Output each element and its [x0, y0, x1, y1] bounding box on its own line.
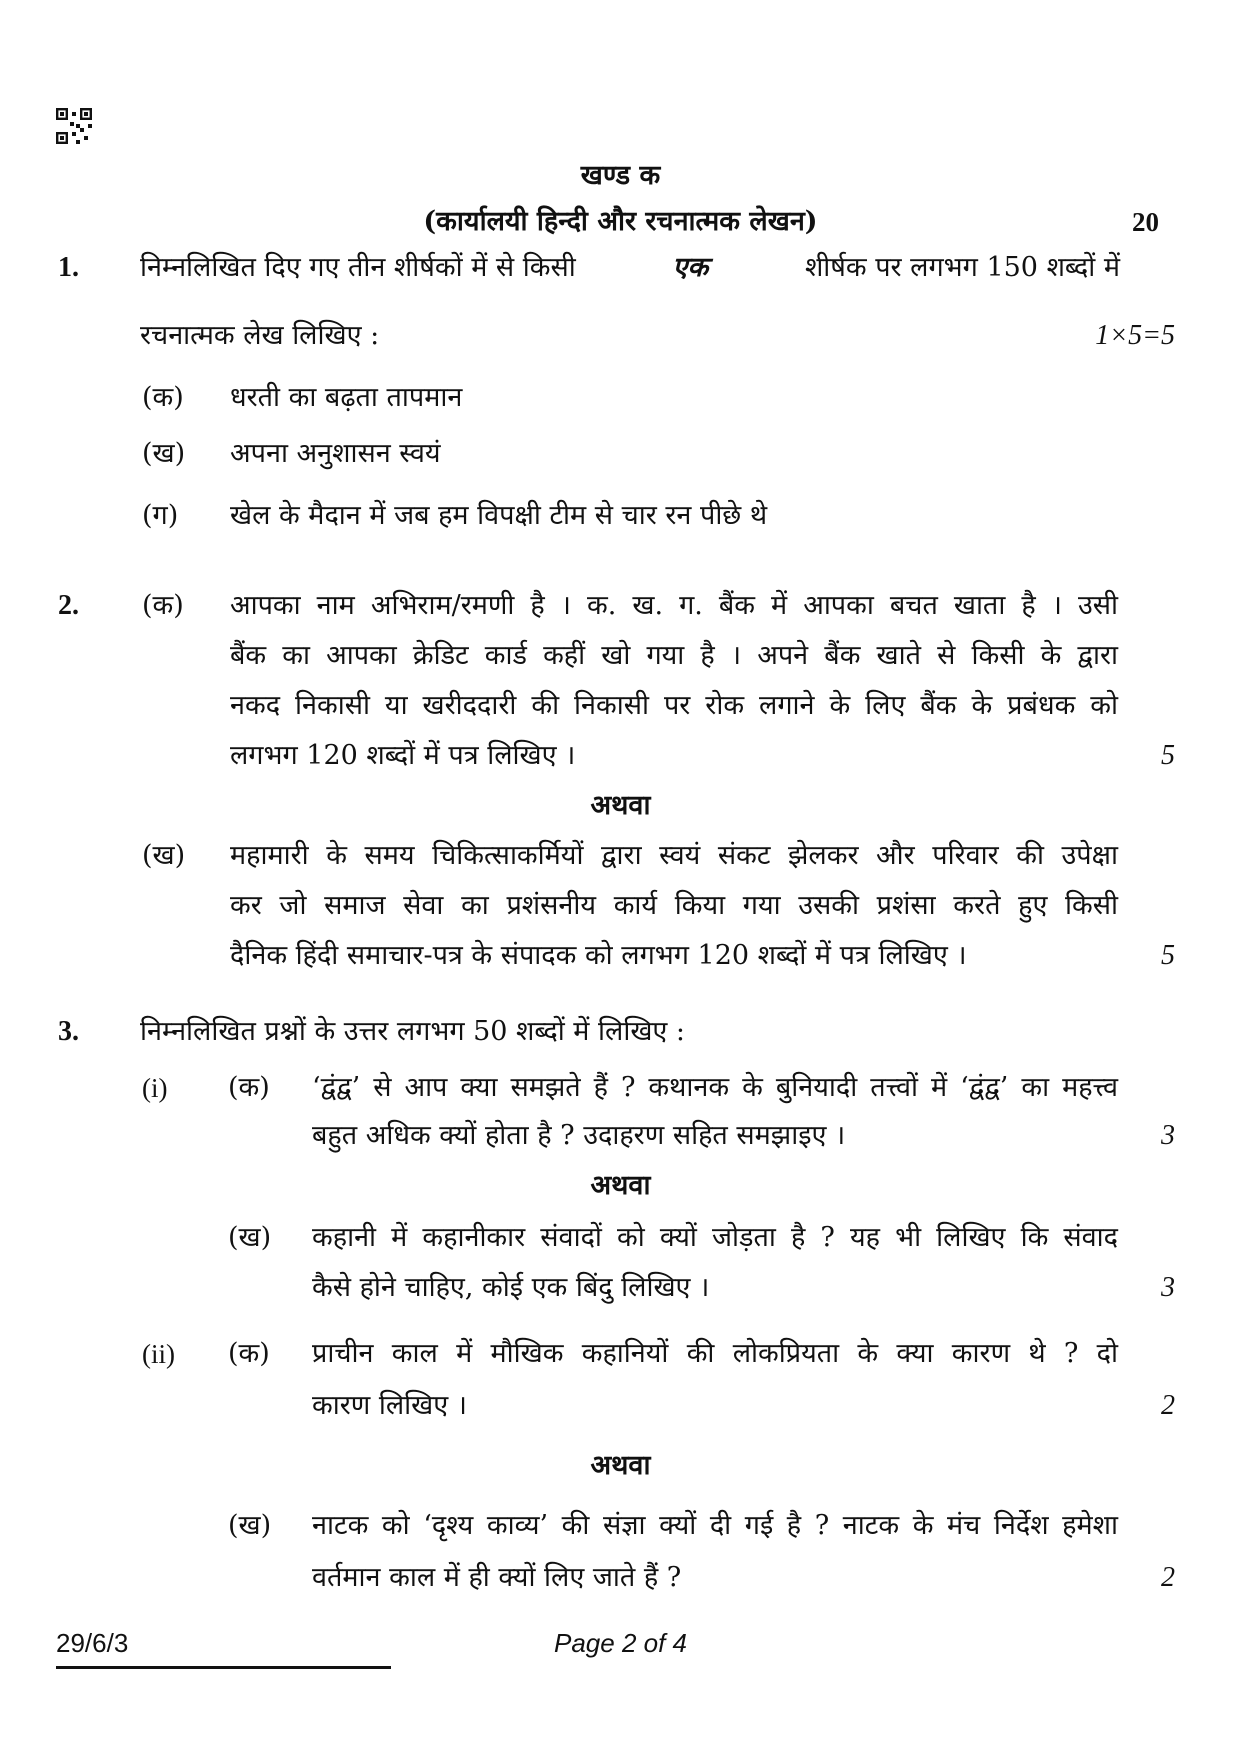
q2a-line: आपका नाम अभिराम/रमणी है । क. ख. ग. बैंक में आपका बचत खाता है । उसी	[230, 590, 1118, 621]
q3-i-a-line: ‘द्वंद्व’ से आप क्या समझते हैं ? कथानक के बुनियादी तत्त्वों में ‘द्वंद्व’ का महत्त्व	[312, 1072, 1118, 1103]
q2-number: 2.	[58, 590, 79, 621]
q1-option-label: (ग)	[142, 500, 179, 531]
q3-i-a-label: (क)	[228, 1072, 270, 1103]
q2a-line: लगभग 120 शब्दों में पत्र लिखिए ।	[230, 740, 576, 771]
q1-option-label: (ख)	[142, 438, 186, 469]
q1-text-b: शीर्षक पर लगभग 150 शब्दों में	[804, 252, 1120, 283]
section-subtitle: (कार्यालयी हिन्दी और रचनात्मक लेखन)	[423, 206, 818, 237]
q3-ii-b-label: (ख)	[228, 1510, 272, 1541]
q3-i-a-line: बहुत अधिक क्यों होता है ? उदाहरण सहित समझाइए ।	[312, 1120, 846, 1151]
q3-ii-b-marks: 2	[1161, 1562, 1175, 1593]
q1-line1	[140, 246, 1120, 290]
q2b-marks: 5	[1161, 940, 1175, 971]
q3-ii-a-marks: 2	[1161, 1390, 1175, 1421]
q3-intro: निम्नलिखित प्रश्नों के उत्तर लगभग 50 शब्दों में लिखिए :	[140, 1016, 686, 1047]
qr-code	[56, 108, 92, 144]
q2b-line: दैनिक हिंदी समाचार-पत्र के संपादक को लगभग 120 शब्दों में पत्र लिखिए ।	[230, 940, 967, 971]
q3-i-b-line: कहानी में कहानीकार संवादों को क्यों जोड़ता है ? यह भी लिखिए कि संवाद	[312, 1222, 1118, 1253]
q1-number: 1.	[58, 252, 79, 283]
section-title: खण्ड क	[580, 160, 661, 191]
q3-ii-a-line: प्राचीन काल में मौखिक कहानियों की लोकप्रियता के क्या कारण थे ? दो	[312, 1338, 1118, 1369]
q2b-line: महामारी के समय चिकित्साकर्मियों द्वारा स्वयं संकट झेलकर और परिवार की उपेक्षा	[230, 840, 1118, 871]
q2b-line: कर जो समाज सेवा का प्रशंसनीय कार्य किया गया उसकी प्रशंसा करते हुए किसी	[230, 890, 1118, 921]
q1-option-text: खेल के मैदान में जब हम विपक्षी टीम से चार रन पीछे थे	[230, 500, 768, 531]
q3-i-b-line: कैसे होने चाहिए, कोई एक बिंदु लिखिए ।	[312, 1272, 710, 1303]
q2a-line: नकद निकासी या खरीददारी की निकासी पर रोक लगाने के लिए बैंक के प्रबंधक को	[230, 690, 1118, 721]
q3-ii-b-line: वर्तमान काल में ही क्यों लिए जाते हैं ?	[312, 1562, 682, 1593]
q1-option-label: (क)	[142, 382, 184, 413]
q3-i-b-label: (ख)	[228, 1222, 272, 1253]
q2a-marks: 5	[1161, 740, 1175, 771]
q3-ii-a-label: (क)	[228, 1338, 270, 1369]
q1-emphasis: एक	[672, 252, 709, 283]
q1-text-a: निम्नलिखित दिए गए तीन शीर्षकों में से किसी	[140, 252, 576, 283]
q2b-label: (ख)	[142, 840, 186, 871]
q1-marks: 1×5=5	[1095, 320, 1175, 351]
q1-option-text: धरती का बढ़ता तापमान	[230, 382, 463, 413]
section-marks: 20	[1132, 207, 1159, 237]
q3-i-a-marks: 3	[1161, 1120, 1175, 1151]
page-number: Page 2 of 4	[554, 1628, 687, 1658]
footer-rule	[56, 1666, 391, 1669]
q2a-line: बैंक का आपका क्रेडिट कार्ड कहीं खो गया है । अपने बैंक खाते से किसी के द्वारा	[230, 640, 1118, 671]
paper-code: 29/6/3	[56, 1628, 129, 1658]
q3-i-label: (i)	[142, 1073, 168, 1103]
q3-i-b-marks: 3	[1161, 1272, 1175, 1303]
q3-number: 3.	[58, 1016, 79, 1047]
or-divider: अथवा	[590, 1170, 651, 1201]
q1-option-text: अपना अनुशासन स्वयं	[230, 438, 441, 469]
or-divider: अथवा	[590, 790, 651, 821]
q1-line2: रचनात्मक लेख लिखिए :	[140, 320, 380, 351]
q3-ii-a-line: कारण लिखिए ।	[312, 1390, 467, 1421]
q2a-label: (क)	[142, 590, 184, 621]
q3-ii-b-line: नाटक को ‘दृश्य काव्य’ की संज्ञा क्यों दी गई है ? नाटक के मंच निर्देश हमेशा	[312, 1510, 1118, 1541]
q3-ii-label: (ii)	[142, 1339, 175, 1369]
or-divider: अथवा	[590, 1450, 651, 1481]
